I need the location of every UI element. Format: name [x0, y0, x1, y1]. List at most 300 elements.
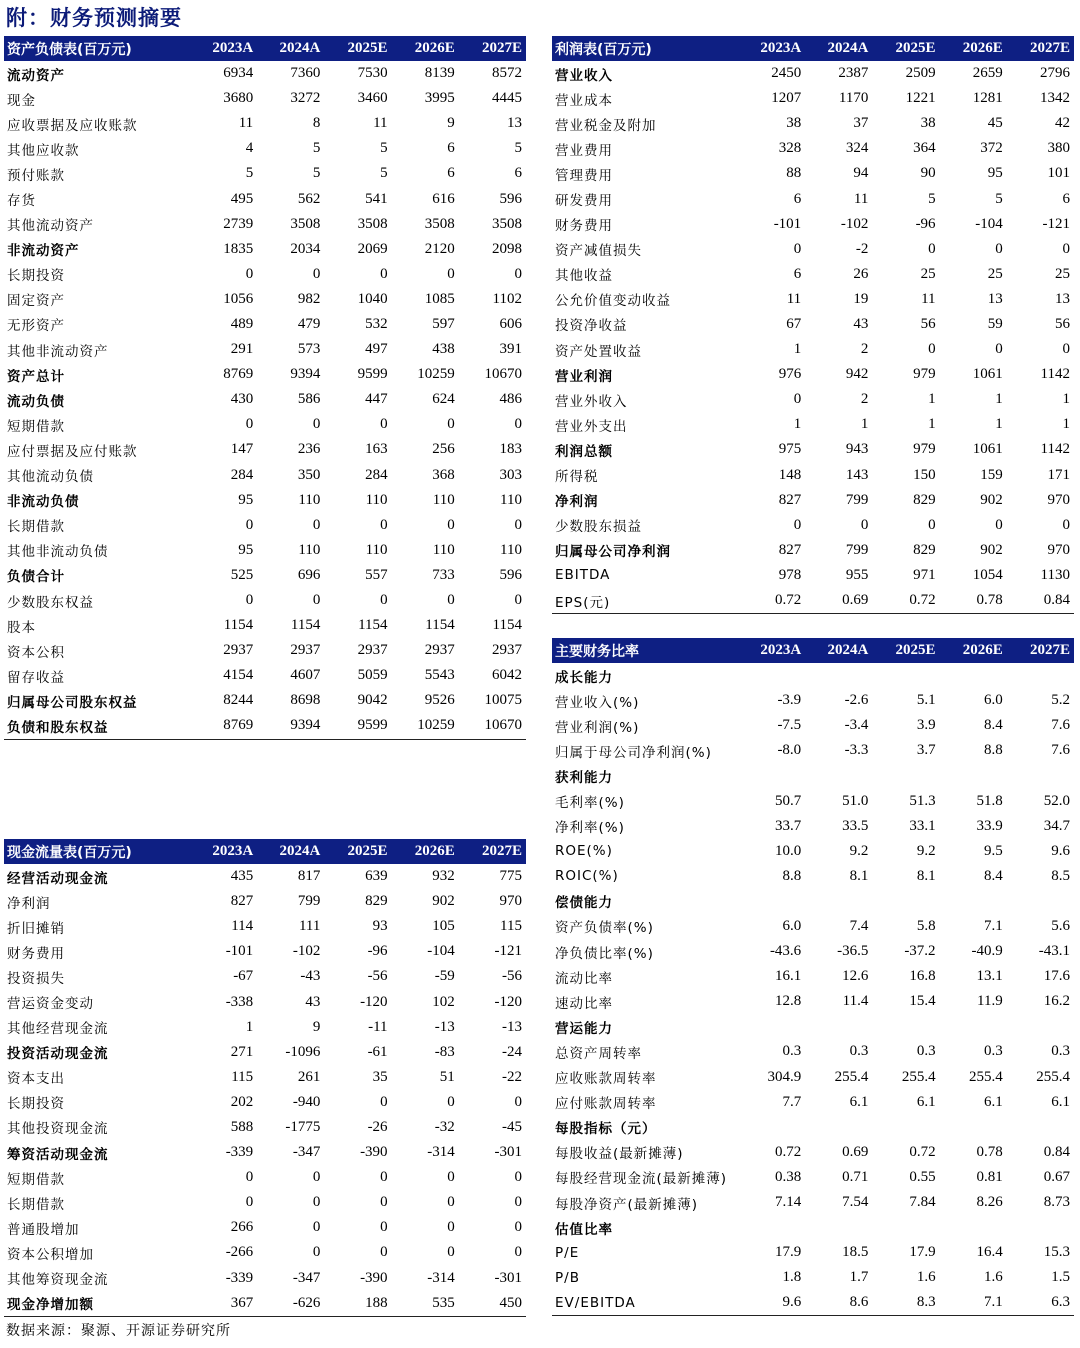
cell-value: 391	[499, 341, 522, 358]
cell-value: 8.8	[782, 867, 802, 884]
table-row	[552, 1090, 1074, 1115]
row-label: 存货	[7, 193, 36, 210]
cell-value: 2937	[223, 642, 254, 659]
cell-value: 1142	[1040, 441, 1070, 458]
cell-value: 13	[987, 290, 1003, 307]
cell-value: 4445	[492, 90, 522, 107]
cell-value: 0	[1062, 516, 1070, 533]
cell-value: 2739	[223, 215, 254, 232]
row-label: 利润总额	[555, 443, 613, 460]
cell-value: 0.3	[782, 1043, 802, 1060]
cell-value	[738, 1014, 805, 1039]
cell-value: 115	[500, 918, 522, 935]
cell-value: 430	[230, 391, 254, 408]
table-row	[552, 763, 1074, 788]
cell-value: 6042	[492, 667, 522, 684]
cell-value: 1061	[972, 366, 1003, 383]
table-row	[4, 337, 526, 362]
cell-value: 0.3	[849, 1043, 869, 1060]
cell-value: 110	[365, 491, 388, 508]
table-row	[552, 914, 1074, 939]
cell-value: 1	[928, 416, 936, 433]
cell-value: 0.69	[842, 1143, 869, 1160]
cell-value: 0	[447, 1093, 455, 1110]
cell-value: -3.9	[777, 692, 802, 709]
table-row	[4, 563, 526, 588]
cell-value: 1154	[492, 617, 522, 634]
row-label: 无形资产	[7, 318, 65, 335]
cell-value: 3460	[357, 90, 388, 107]
cell-value: 0	[447, 592, 455, 609]
cell-value: 1.8	[782, 1269, 802, 1286]
cell-value: 447	[365, 391, 388, 408]
cell-value: 10259	[392, 713, 459, 739]
table-row	[4, 111, 526, 136]
cell-value: 8.1	[916, 867, 936, 884]
cell-value: 532	[365, 315, 388, 332]
cell-value: 0	[514, 265, 522, 282]
cell-value: 0	[447, 416, 455, 433]
table-row	[552, 1165, 1074, 1190]
row-label: 营业税金及附加	[555, 117, 657, 134]
cell-value: 12.8	[774, 993, 802, 1010]
cell-value: 450	[459, 1291, 526, 1317]
table-row	[552, 287, 1074, 312]
cell-value: 1.7	[849, 1269, 869, 1286]
cell-value: -7.5	[777, 717, 802, 734]
row-label: 资产处置收益	[555, 343, 642, 360]
cell-value: -96	[915, 215, 936, 232]
cell-value: 0	[312, 516, 321, 533]
cell-value: 11	[786, 290, 802, 307]
cell-value: 10.0	[774, 842, 802, 859]
cell-value: 3680	[223, 90, 254, 107]
cell-value: -37.2	[904, 943, 936, 960]
table-row	[552, 663, 1074, 688]
cell-value: 2120	[424, 240, 455, 257]
row-label: 折旧摊销	[7, 920, 65, 937]
cell-value: 110	[365, 541, 388, 558]
row-label: 营业成本	[555, 92, 613, 109]
cell-value: 0	[380, 1244, 388, 1261]
row-label: 负债和股东权益	[4, 713, 190, 739]
row-label: 应收票据及应收账款	[7, 117, 138, 134]
cell-value: 2450	[771, 65, 802, 82]
cell-value: 110	[432, 541, 455, 558]
cell-value: 51.8	[976, 792, 1003, 809]
cell-value: -2.6	[844, 692, 869, 709]
column-header-year: 2025E	[872, 36, 939, 61]
row-label: EV/EBITDA	[552, 1290, 738, 1316]
row-label: 股本	[7, 619, 36, 636]
cell-value: 52.0	[1043, 792, 1070, 809]
table-row	[4, 513, 526, 538]
row-label: 现金	[7, 92, 36, 109]
cell-value	[940, 1215, 1007, 1240]
cell-value: 0	[380, 1194, 388, 1211]
table-title: 利润表(百万元)	[552, 36, 738, 61]
cell-value: 8.73	[1043, 1194, 1070, 1211]
row-label: 资产负债率(%)	[555, 920, 654, 937]
cell-value: 1	[995, 416, 1003, 433]
cell-value: 1	[1062, 391, 1070, 408]
cell-value: -301	[494, 1144, 522, 1161]
cell-value: -120	[360, 993, 388, 1010]
cell-value: -59	[434, 968, 455, 985]
table-row	[4, 889, 526, 914]
table-row	[4, 463, 526, 488]
cell-value: 7.7	[782, 1093, 802, 1110]
cell-value: 8769	[190, 713, 257, 739]
cell-value: 11.9	[977, 993, 1003, 1010]
column-header-year: 2023A	[738, 638, 805, 663]
cell-value: 88	[786, 165, 802, 182]
cell-value: 624	[432, 391, 455, 408]
cell-value: 202	[230, 1093, 254, 1110]
cell-value: 6	[793, 190, 802, 207]
cell-value: 43	[853, 315, 869, 332]
row-label: 资产总计	[7, 368, 65, 385]
cell-value: 95	[238, 541, 254, 558]
row-label: P/E	[555, 1244, 580, 1261]
cell-value: 5	[380, 140, 388, 157]
table-row	[552, 1290, 1074, 1316]
row-label: 估值比率	[555, 1221, 613, 1238]
cell-value: 56	[1055, 315, 1070, 332]
cell-value: 380	[1047, 140, 1070, 157]
cell-value: -40.9	[971, 943, 1003, 960]
cell-value: 7360	[290, 65, 321, 82]
table-row	[4, 1015, 526, 1040]
cell-value: -3.3	[844, 742, 869, 759]
row-label: 少数股东损益	[555, 519, 642, 536]
cell-value: 2937	[357, 642, 388, 659]
cell-value: 525	[230, 566, 254, 583]
column-header-year: 2023A	[190, 36, 257, 61]
table-row	[4, 1240, 526, 1265]
cell-value: 8572	[492, 65, 522, 82]
table-row	[4, 638, 526, 663]
cell-value: 9394	[257, 713, 324, 739]
cell-value: 975	[778, 441, 802, 458]
cell-value: 4607	[290, 667, 321, 684]
table-row	[552, 1265, 1074, 1290]
cell-value: 7.1	[984, 917, 1003, 934]
cell-value: 51.3	[909, 792, 936, 809]
cell-value: 3995	[424, 90, 455, 107]
cell-value: 0.71	[842, 1168, 869, 1185]
cell-value: -314	[427, 1144, 455, 1161]
cell-value: 7.14	[774, 1194, 802, 1211]
cell-value: 0	[312, 265, 321, 282]
cell-value: 1054	[972, 566, 1003, 583]
cell-value: 573	[297, 341, 321, 358]
table-row	[552, 1039, 1074, 1064]
column-header-year: 2027E	[459, 36, 526, 61]
cell-value: 0.78	[976, 1143, 1003, 1160]
table-row	[552, 738, 1074, 763]
table-row	[4, 186, 526, 211]
cell-value: -347	[292, 1144, 321, 1161]
cell-value: 7530	[357, 65, 388, 82]
row-label: 长期借款	[7, 1196, 65, 1213]
cell-value: 0	[245, 516, 254, 533]
cell-value: 8.8	[984, 742, 1003, 759]
cell-value: 33.9	[976, 817, 1003, 834]
cell-value: 7.1	[940, 1290, 1007, 1316]
cell-value: 943	[845, 441, 869, 458]
cell-value: 3.7	[916, 742, 936, 759]
cell-value: 829	[365, 893, 388, 910]
table-row	[4, 864, 526, 889]
cell-value: 696	[297, 566, 321, 583]
cell-value: -3.4	[844, 717, 869, 734]
cell-value	[738, 663, 805, 688]
cell-value: -13	[434, 1018, 455, 1035]
row-label: 研发费用	[555, 193, 613, 210]
cell-value: 5	[514, 140, 522, 157]
cell-value: 557	[365, 566, 388, 583]
cell-value: 255.4	[1036, 1068, 1070, 1085]
cell-value: 5059	[357, 667, 388, 684]
row-label: 资本公积	[7, 644, 65, 661]
row-label: 财务费用	[7, 945, 65, 962]
cell-value: 541	[365, 190, 388, 207]
cell-value: 479	[297, 315, 321, 332]
column-header-year: 2024A	[805, 36, 872, 61]
cell-value: 0.78	[940, 588, 1007, 614]
cell-value: 8.4	[984, 717, 1003, 734]
cell-value: 5	[312, 140, 321, 157]
cell-value: 0	[514, 592, 522, 609]
cell-value: 38	[786, 115, 802, 132]
row-label: 营运能力	[555, 1020, 613, 1037]
cell-value: 67	[786, 315, 802, 332]
cell-value: 562	[297, 190, 321, 207]
table-row	[552, 563, 1074, 588]
row-label: 所得税	[555, 469, 599, 486]
row-label: 速动比率	[555, 995, 613, 1012]
cell-value: -104	[427, 943, 455, 960]
table-row	[4, 1266, 526, 1291]
row-label: 净利润	[7, 895, 51, 912]
cell-value: 0	[380, 416, 388, 433]
cell-value: 5	[995, 190, 1003, 207]
cell-value: 9.6	[1051, 842, 1070, 859]
cell-value: -102	[840, 215, 869, 232]
cell-value: 188	[324, 1291, 391, 1317]
row-label: 其他收益	[555, 268, 613, 285]
cell-value: -43	[300, 968, 321, 985]
table-row	[552, 437, 1074, 462]
cell-value: 3.9	[916, 717, 936, 734]
cell-value: -347	[292, 1269, 321, 1286]
cell-value: 1	[860, 416, 869, 433]
cell-value: 0.84	[1043, 1143, 1070, 1160]
cell-value: 6	[1062, 190, 1070, 207]
row-label: 筹资活动现金流	[7, 1146, 109, 1163]
cell-value: 110	[432, 491, 455, 508]
table-row	[4, 613, 526, 638]
cell-value: 1342	[1040, 90, 1070, 107]
data-source-note: 数据来源：聚源、开源证券研究所	[6, 1323, 231, 1339]
cell-value: 1281	[972, 90, 1003, 107]
cell-value: -2	[855, 240, 869, 257]
cell-value: 10259	[417, 366, 455, 383]
cell-value: 8.26	[976, 1194, 1003, 1211]
cell-value: 1061	[972, 441, 1003, 458]
table-row	[4, 161, 526, 186]
cell-value: 0.69	[805, 588, 872, 614]
table-row	[552, 513, 1074, 538]
cell-value: -13	[502, 1018, 522, 1035]
column-header-year: 2025E	[324, 36, 391, 61]
column-header-year: 2024A	[257, 36, 324, 61]
table-row	[4, 1165, 526, 1190]
cell-value: 110	[500, 541, 522, 558]
cell-value: 9.2	[849, 842, 869, 859]
cell-value: 1154	[425, 617, 455, 634]
cell-value: 7.54	[842, 1194, 869, 1211]
cell-value: 1130	[1040, 566, 1070, 583]
cell-value: 9	[447, 115, 455, 132]
cell-value: 6.1	[849, 1093, 869, 1110]
cell-value: 0.72	[774, 1143, 802, 1160]
cell-value	[940, 889, 1007, 914]
table-row	[4, 1190, 526, 1215]
cell-value	[1007, 763, 1074, 788]
cell-value	[1007, 1115, 1074, 1140]
row-label: 营业利润(%)	[555, 719, 640, 736]
cell-value: 902	[980, 491, 1003, 508]
table-row	[552, 864, 1074, 889]
cell-value	[872, 1215, 939, 1240]
cell-value: 799	[297, 893, 321, 910]
cell-value: 0	[514, 1194, 522, 1211]
cell-value: 9526	[424, 692, 455, 709]
table-row	[552, 839, 1074, 864]
cell-value: 367	[190, 1291, 257, 1317]
cell-value: 0	[995, 516, 1003, 533]
cell-value: 148	[778, 466, 802, 483]
cell-value	[1007, 889, 1074, 914]
row-label: 应收账款周转率	[555, 1071, 657, 1088]
cell-value: -43.1	[1038, 943, 1070, 960]
cell-value: 817	[297, 868, 321, 885]
cell-value: 7.6	[1051, 717, 1070, 734]
cell-value: 932	[432, 868, 455, 885]
cell-value: -339	[225, 1144, 254, 1161]
row-label: 营业收入	[555, 67, 613, 84]
cell-value: 5543	[424, 667, 455, 684]
table-row	[4, 964, 526, 989]
row-label: 长期投资	[7, 1096, 65, 1113]
cell-value: 15.3	[1043, 1244, 1070, 1261]
cell-value: 328	[778, 140, 802, 157]
cell-value: 17.9	[774, 1244, 802, 1261]
table-row	[4, 237, 526, 262]
cell-value: 486	[499, 391, 522, 408]
cell-value: 303	[499, 466, 522, 483]
cell-value: -8.0	[777, 742, 802, 759]
table-row	[4, 538, 526, 563]
cell-value: 33.1	[909, 817, 936, 834]
row-label: EBITDA	[555, 567, 611, 584]
row-label: 每股净资产(最新摊薄)	[555, 1196, 699, 1213]
cell-value: 535	[392, 1291, 459, 1317]
cell-value: -121	[494, 943, 522, 960]
row-label: 获利能力	[555, 769, 613, 786]
cell-value: 8.4	[984, 867, 1003, 884]
cell-value: 5	[380, 165, 388, 182]
table-row	[552, 939, 1074, 964]
cell-value: 291	[230, 341, 254, 358]
row-label: 固定资产	[7, 293, 65, 310]
table-row	[4, 1065, 526, 1090]
cell-value: 110	[500, 491, 522, 508]
table-row	[4, 61, 526, 86]
cell-value: 0	[447, 1169, 455, 1186]
cell-value: 2937	[424, 642, 455, 659]
table-row	[4, 663, 526, 688]
table-row	[552, 964, 1074, 989]
cell-value: 829	[913, 491, 936, 508]
cell-value	[940, 763, 1007, 788]
cell-value: -43.6	[769, 943, 802, 960]
cell-value: 0.3	[916, 1043, 936, 1060]
cell-value: 0.81	[976, 1168, 1003, 1185]
cell-value: 163	[365, 441, 388, 458]
table-row	[552, 488, 1074, 513]
cell-value: 588	[230, 1118, 254, 1135]
cell-value: 0	[312, 1194, 321, 1211]
cell-value: 11.4	[842, 993, 869, 1010]
cell-value: 304.9	[767, 1068, 802, 1085]
cell-value: 16.1	[774, 968, 802, 985]
cell-value: 150	[913, 466, 936, 483]
cell-value: 0	[312, 1169, 321, 1186]
cell-value: 8	[312, 115, 321, 132]
table-row	[552, 262, 1074, 287]
cell-value: 0	[447, 1244, 455, 1261]
column-header-year: 2026E	[940, 638, 1007, 663]
table-row	[552, 1014, 1074, 1039]
column-header-year: 2026E	[392, 839, 459, 864]
row-label: 营业利润	[555, 368, 613, 385]
cell-value: -11	[368, 1018, 388, 1035]
cash-flow-header	[4, 839, 526, 864]
cell-value: 2796	[1040, 65, 1070, 82]
cell-value: 1221	[905, 90, 936, 107]
row-label: 每股收益(最新摊薄)	[555, 1146, 684, 1163]
cell-value: 1170	[838, 90, 869, 107]
cell-value: 1835	[223, 240, 254, 257]
cell-value: 0.3	[1051, 1043, 1070, 1060]
row-label: 长期投资	[7, 268, 65, 285]
cell-value: 13	[1055, 290, 1070, 307]
cell-value: 0	[380, 516, 388, 533]
cell-value: 970	[499, 893, 522, 910]
cell-value: 1056	[223, 290, 254, 307]
cell-value: -120	[494, 993, 522, 1010]
cell-value: 639	[365, 868, 388, 885]
cell-value: 19	[853, 290, 869, 307]
table-row	[4, 1090, 526, 1115]
row-label: 资本公积增加	[7, 1246, 94, 1263]
cell-value: 236	[297, 441, 321, 458]
cell-value: 586	[297, 391, 321, 408]
table-row	[552, 212, 1074, 237]
